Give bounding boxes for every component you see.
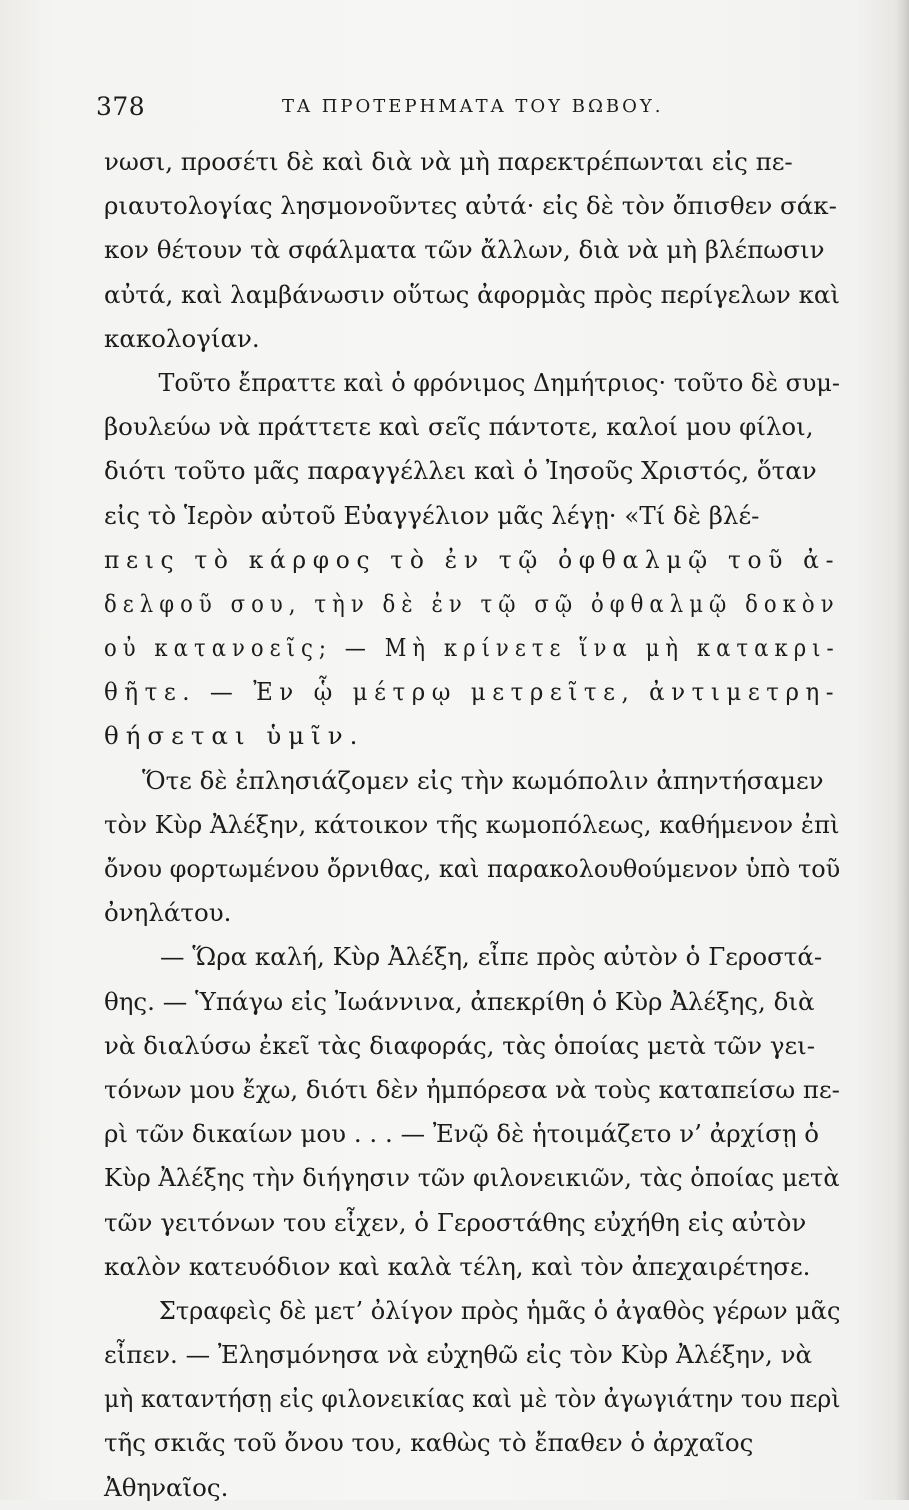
- text-line: δελφοῦ σου, τὴν δὲ ἐν τῷ σῷ ὀφθαλμῷ δοκὸν: [104, 588, 840, 618]
- page-number: 378: [96, 92, 146, 121]
- text-line: οὐ κατανοεῖς; — Μὴ κρίνετε ἵνα μὴ κατακρι-: [104, 633, 840, 663]
- text-line: θήσεται ὑμῖν.: [104, 721, 365, 751]
- text-line: Ἀθηναῖος.: [104, 1472, 229, 1502]
- text-line: ὀνηλάτου.: [104, 898, 232, 928]
- text-line: εἶπεν. — Ἐλησμόνησα νὰ εὐχηθῶ εἰς τὸν Κὺρ Ἀλέξην, νὰ: [104, 1340, 813, 1370]
- text-line: Κὺρ Ἀλέξης τὴν διήγησιν τῶν φιλονεικιῶν, τὰς ὁποίας μετὰ: [104, 1163, 840, 1193]
- text-line: πεις τὸ κάρφος τὸ ἐν τῷ ὀφθαλμῷ τοῦ ἀ-: [104, 544, 841, 574]
- text-line: Ὅτε δὲ ἐπλησιάζομεν εἰς τὴν κωμόπολιν ἀπηντήσαμεν: [142, 765, 824, 795]
- text-line: κακολογίαν.: [104, 323, 260, 353]
- text-line: ὄνου φορτωμένου ὄρνιθας, καὶ παρακολουθούμενον ὑπὸ τοῦ: [104, 854, 841, 883]
- text-line: Στραφεὶς δὲ μετ’ ὀλίγον πρὸς ἡμᾶς ὁ ἀγαθὸς γέρων μᾶς: [158, 1295, 841, 1325]
- text-line: τῶν γειτόνων του εἶχεν, ὁ Γεροστάθης εὐχήθη εἰς αὐτὸν: [104, 1207, 807, 1237]
- text-line: εἰς τὸ Ἱερὸν αὐτοῦ Εὐαγγέλιον μᾶς λέγῃ· «Τί δὲ βλέ-: [104, 500, 760, 530]
- text-line: — Ὥρα καλή, Κὺρ Ἀλέξη, εἶπε πρὸς αὐτὸν ὁ Γεροστά-: [160, 942, 823, 972]
- text-line: νὰ διαλύσω ἐκεῖ τὰς διαφοράς, τὰς ὁποίας μετὰ τῶν γει-: [104, 1030, 816, 1060]
- text-line: αὐτά, καὶ λαμβάνωσιν οὕτως ἀφορμὰς πρὸς περίγελων καὶ: [104, 279, 840, 309]
- text-line: Τοῦτο ἔπραττε καὶ ὁ φρόνιμος Δημήτριος· τοῦτο δὲ συμ-: [158, 367, 840, 397]
- text-line: τόνων μου ἔχω, διότι δὲν ἠμπόρεσα νὰ τοὺς καταπείσω πε-: [104, 1074, 840, 1104]
- text-line: θῆτε. — Ἐν ᾧ μέτρῳ μετρεῖτε, ἀντιμετρη-: [104, 677, 841, 707]
- text-line: θης. — Ὑπάγω εἰς Ἰωάννινα, ἀπεκρίθη ὁ Κὺρ Ἀλέξης, διὰ: [104, 986, 815, 1016]
- page-edge-shadow: [895, 0, 909, 1500]
- text-line: ρὶ τῶν δικαίων μου . . . — Ἐνῷ δὲ ἡτοιμάζετο ν’ ἀρχίσῃ ὁ: [104, 1119, 820, 1149]
- text-line: νωσι, προσέτι δὲ καὶ διὰ νὰ μὴ παρεκτρέπωνται εἰς πε-: [104, 147, 793, 176]
- running-head: [96, 92, 836, 126]
- running-title: ΤΑ ΠΡΟΤΕΡΗΜΑΤΑ ΤΟΥ ΒΩΒΟΥ.: [282, 96, 664, 117]
- text-line: διότι τοῦτο μᾶς παραγγέλλει καὶ ὁ Ἰησοῦς Χριστός, ὅταν: [104, 456, 817, 486]
- text-line: τῆς σκιᾶς τοῦ ὄνου του, καθὼς τὸ ἔπαθεν ὁ ἀρχαῖος: [104, 1428, 754, 1458]
- text-line: μὴ καταντήσῃ εἰς φιλονεικίας καὶ μὲ τὸν ἀγωγιάτην του περὶ: [104, 1384, 841, 1414]
- text-line: ριαυτολογίας λησμονοῦντες αὐτά· εἰς δὲ τὸν ὄπισθεν σάκ-: [104, 191, 837, 221]
- text-line: καλὸν κατευόδιον καὶ καλὰ τέλη, καὶ τὸν ἀπεχαιρέτησε.: [104, 1251, 811, 1281]
- body-text: [104, 140, 840, 1510]
- text-line: τὸν Κὺρ Ἀλέξην, κάτοικον τῆς κωμοπόλεως, καθήμενον ἐπὶ: [104, 809, 840, 839]
- text-line: βουλεύω νὰ πράττετε καὶ σεῖς πάντοτε, καλοί μου φίλοι,: [104, 412, 814, 442]
- text-line: κον θέτουν τὰ σφάλματα τῶν ἄλλων, διὰ νὰ μὴ βλέπωσιν: [104, 235, 825, 265]
